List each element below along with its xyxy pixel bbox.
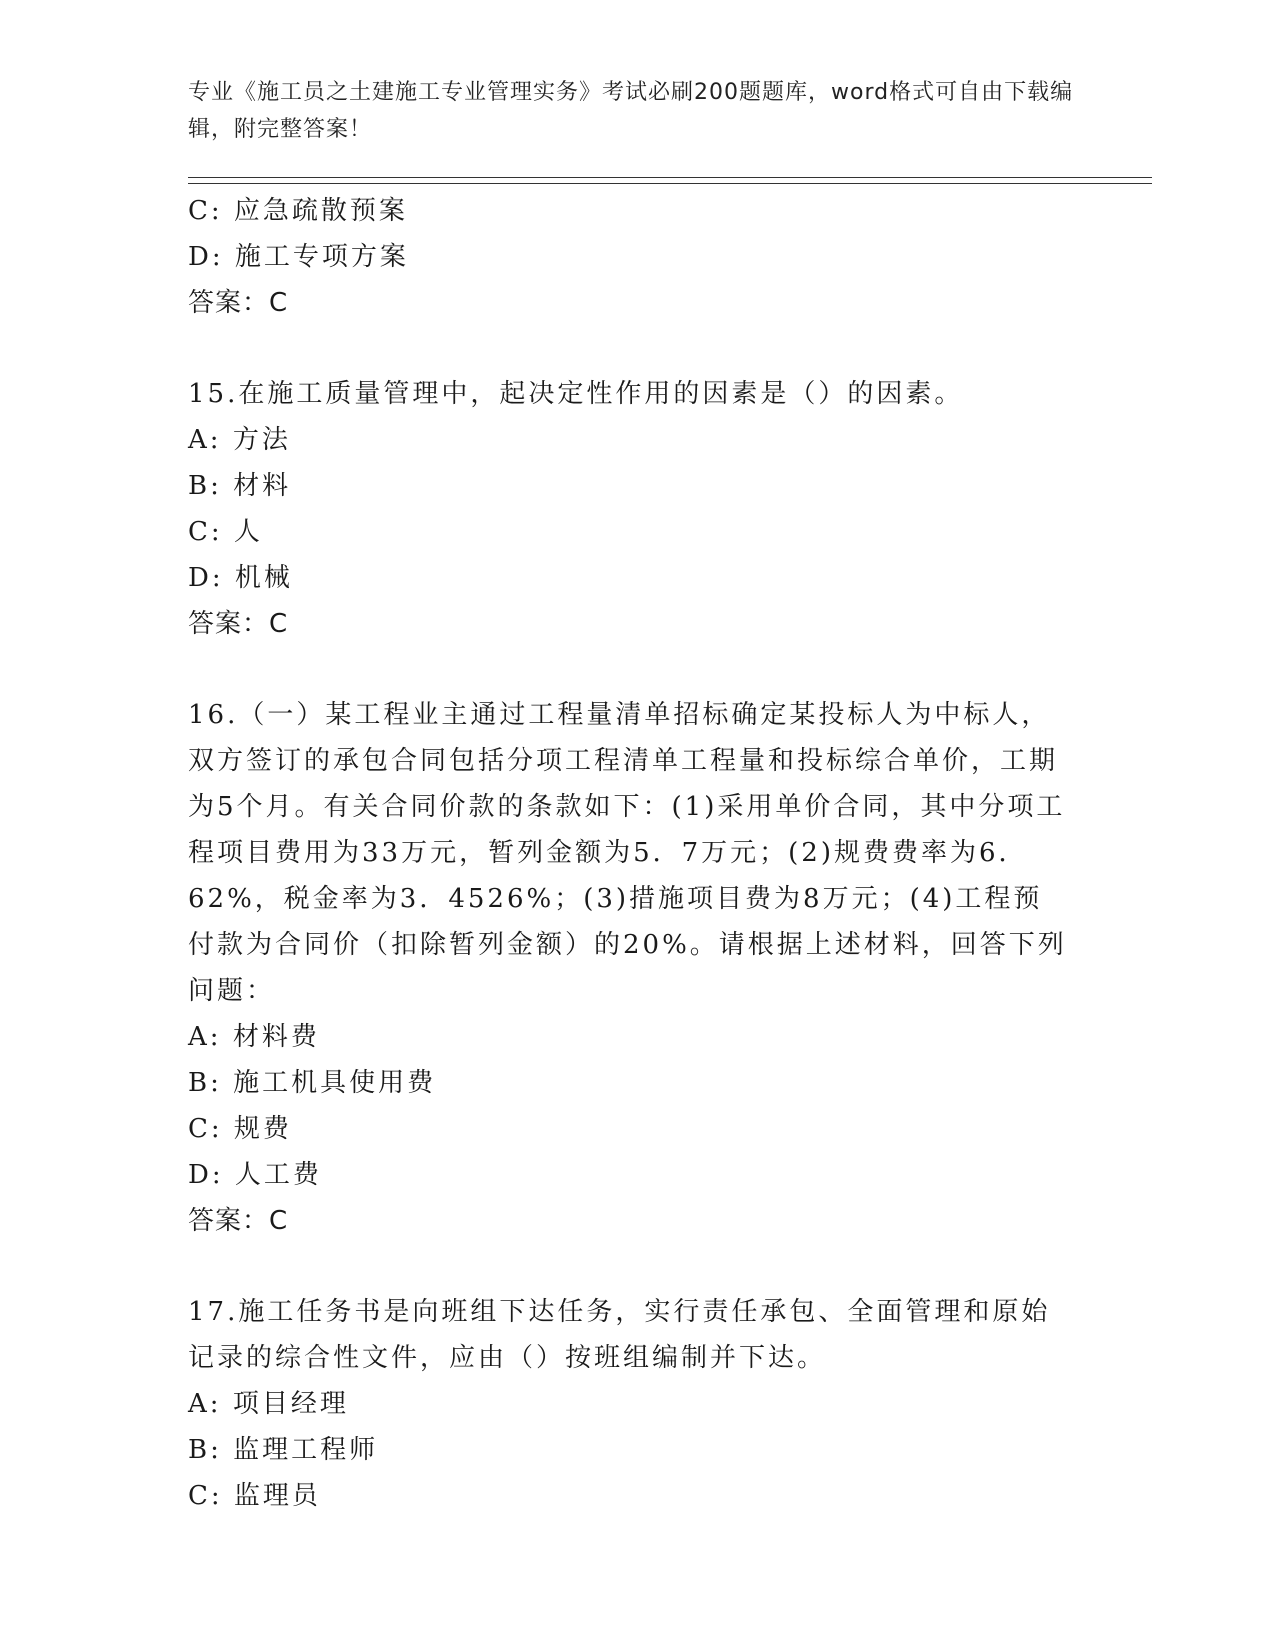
option-a xyxy=(188,1381,1088,1427)
option-text: 监理员 xyxy=(233,1481,321,1511)
spacer xyxy=(188,647,1088,692)
option-d xyxy=(188,234,1088,280)
header-rule-top xyxy=(188,177,1152,178)
option-letter: C: xyxy=(188,517,223,547)
option-text: 人 xyxy=(233,517,263,547)
option-text: 机械 xyxy=(234,563,293,593)
option-a xyxy=(188,417,1088,463)
question-stem: 15.在施工质量管理中，起决定性作用的因素是（）的因素。 xyxy=(188,379,964,409)
option-text: 监理工程师 xyxy=(233,1435,379,1465)
option-letter: B: xyxy=(188,1068,222,1098)
option-letter: D: xyxy=(188,242,224,272)
option-c xyxy=(188,1106,1088,1152)
option-text: 材料 xyxy=(233,471,292,501)
option-text: 施工专项方案 xyxy=(234,242,409,272)
option-letter: B: xyxy=(188,471,222,501)
option-b xyxy=(188,1427,1088,1473)
option-letter: A: xyxy=(188,425,222,455)
question-list xyxy=(188,188,1088,1519)
answer-line: 答案：C xyxy=(188,1206,289,1236)
spacer xyxy=(188,1244,1088,1289)
option-letter: D: xyxy=(188,1160,224,1190)
option-text: 材料费 xyxy=(232,1022,320,1052)
option-letter: C: xyxy=(188,1481,223,1511)
option-text: 人工费 xyxy=(234,1160,322,1190)
option-d xyxy=(188,555,1088,601)
option-c xyxy=(188,1473,1088,1519)
option-letter: A: xyxy=(188,1022,222,1052)
header-rule-bottom xyxy=(188,183,1152,184)
option-c xyxy=(188,188,1088,234)
option-letter: C: xyxy=(188,196,223,226)
document-header: 专业《施工员之土建施工专业管理实务》考试必刷200题题库，word格式可自由下载编辑，附完整答案！ xyxy=(188,80,1074,142)
option-letter: A: xyxy=(188,1389,222,1419)
question-stem: 17.施工任务书是向班组下达任务，实行责任承包、全面管理和原始记录的综合性文件，应由（）按班组编制并下达。 xyxy=(188,1297,1051,1373)
option-c xyxy=(188,509,1088,555)
option-text: 项目经理 xyxy=(232,1389,349,1419)
option-text: 方法 xyxy=(232,425,291,455)
option-text: 施工机具使用费 xyxy=(233,1068,437,1098)
option-b xyxy=(188,463,1088,509)
option-text: 应急疏散预案 xyxy=(233,196,408,226)
option-b xyxy=(188,1060,1088,1106)
answer-line: 答案：C xyxy=(188,288,289,318)
option-d xyxy=(188,1152,1088,1198)
option-text: 规费 xyxy=(233,1114,292,1144)
answer-line: 答案：C xyxy=(188,609,289,639)
option-letter: B: xyxy=(188,1435,222,1465)
option-letter: D: xyxy=(188,563,224,593)
spacer xyxy=(188,326,1088,371)
option-letter: C: xyxy=(188,1114,223,1144)
question-stem: 16.（一）某工程业主通过工程量清单招标确定某投标人为中标人，双方签订的承包合同包括分项工程清单工程量和投标综合单价，工期为5个月。有关合同价款的条款如下：(1)采用单价合同，其中分项工程项目费用为33万元，暂列金额为5．7万元；(2)规费费率为6．62%，税金率为3．4526%；(3)措施项目费为8万元；(4)工程预付款为合同价（扣除暂列金额）的20%。请根据上述材料，回答下列问题： xyxy=(188,700,1067,1006)
option-a xyxy=(188,1014,1088,1060)
